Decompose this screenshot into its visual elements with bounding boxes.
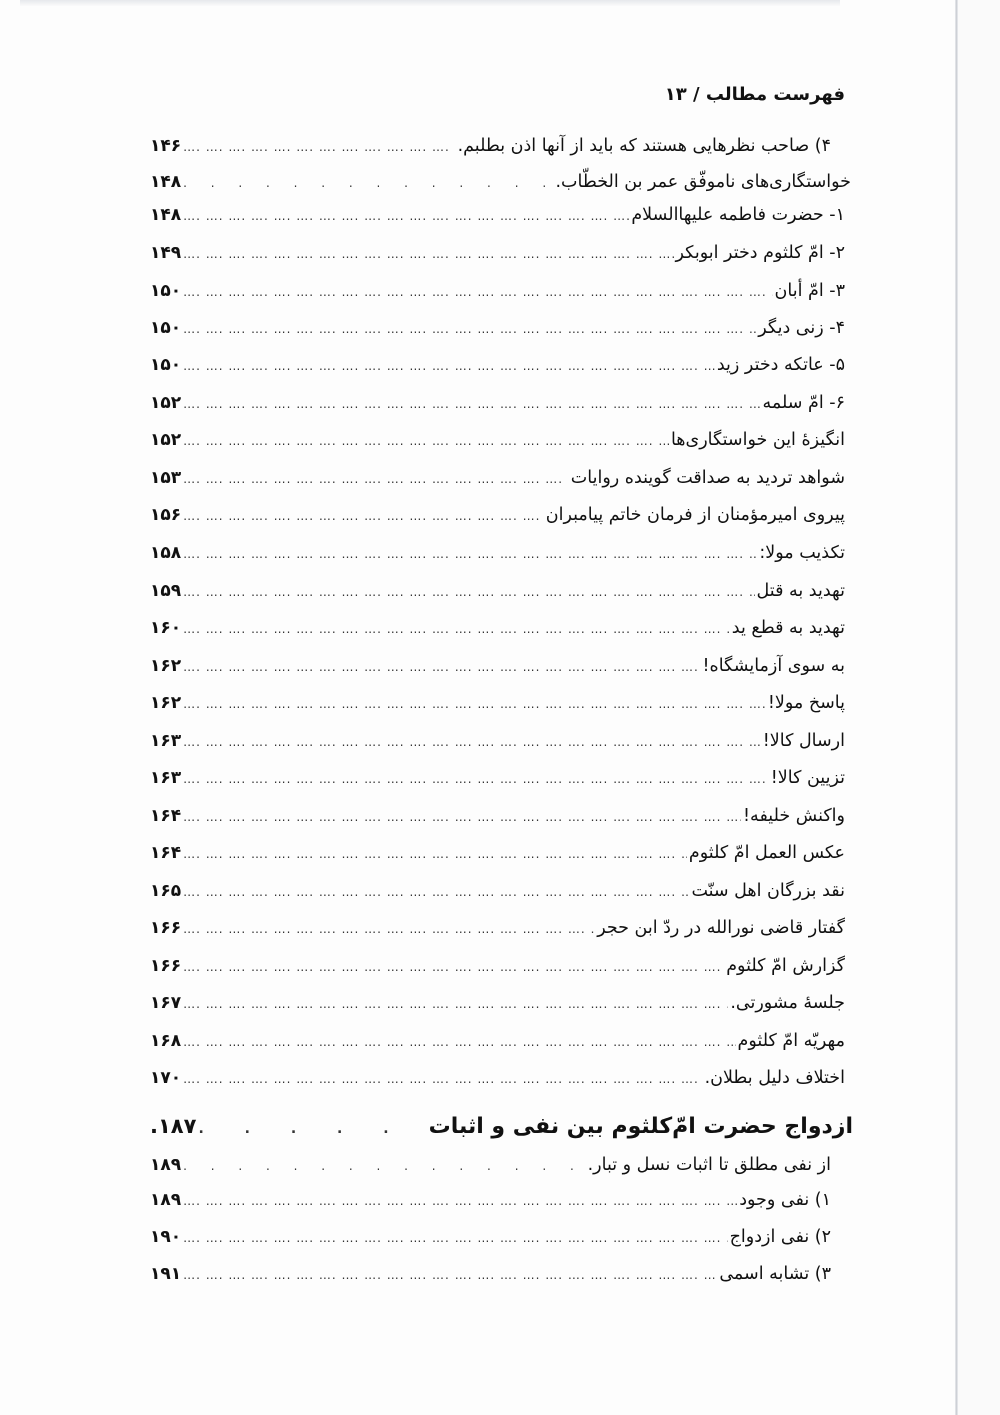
page-edge-line: [955, 0, 958, 1415]
dot-leader: [183, 922, 595, 936]
toc-entry-title: ۶- امّ سلمه: [762, 393, 845, 413]
toc-entry-section[interactable]: [150, 1155, 831, 1185]
toc-entry-page: ۱۶۶: [150, 918, 182, 938]
toc-entry-page: ۱۶۸: [150, 1031, 182, 1051]
toc-entry-title: تهدید به قطع ید: [731, 618, 845, 638]
toc-entry-title: ۱- حضرت فاطمه علیهاالسلام: [631, 205, 845, 225]
dot-leader: [183, 885, 689, 899]
toc-entry-page: ۱۹۱: [150, 1264, 182, 1284]
toc-entry[interactable]: [150, 136, 831, 166]
toc-entry-page: ۱۵۰: [150, 355, 182, 375]
toc-entry-page: ۱۶۳: [150, 731, 182, 751]
dot-leader: [183, 359, 715, 373]
dot-leader: [183, 622, 730, 636]
toc-entry-page: ۱۵۰: [150, 281, 182, 301]
toc-entry-page: ۱۶۳: [150, 768, 182, 788]
toc-entry-title: انگیزۀ این خواستگاری‌ها: [670, 430, 845, 450]
scan-margin: [958, 0, 1000, 1415]
toc-entry-page: ۱۸۹: [150, 1155, 182, 1175]
dot-leader: [183, 547, 757, 561]
toc-entry[interactable]: [150, 1031, 845, 1061]
dot-leader: [183, 285, 772, 299]
toc-entry-page: ۱۶۰: [150, 618, 182, 638]
toc-entry-page: ۱۵۲: [150, 430, 182, 450]
toc-entry[interactable]: [150, 468, 845, 498]
toc-entry-page: ۱۸۷.: [150, 1114, 197, 1138]
toc-entry-section[interactable]: [150, 172, 851, 202]
toc-entry-title: گزارش امّ کلثوم: [726, 956, 845, 976]
toc-entry[interactable]: [150, 806, 845, 836]
dot-leader: [183, 1072, 702, 1086]
dot-leader: [183, 735, 761, 749]
dot-leader: [183, 176, 553, 190]
toc-entry-title: پاسخ مولا!: [767, 693, 845, 713]
toc-entry-title: نقد بزرگان اهل سنّت: [691, 881, 845, 901]
dot-leader: [183, 1035, 735, 1049]
toc-entry[interactable]: [150, 393, 845, 423]
dot-leader: [183, 322, 756, 336]
toc-entry-title: تهدید به قتل: [756, 581, 845, 601]
toc-entry-page: ۱۶۶: [150, 956, 182, 976]
dot-leader: [183, 810, 741, 824]
toc-entry[interactable]: [150, 918, 845, 948]
toc-entry-title: به سوی آزمایشگاه!: [702, 656, 845, 676]
toc-entry-page: ۱۸۹: [150, 1190, 182, 1210]
toc-entry[interactable]: [150, 843, 845, 873]
toc-entry[interactable]: [150, 1264, 831, 1294]
toc-entry-page: ۱۷۰: [150, 1068, 182, 1088]
toc-chapter-heading[interactable]: [150, 1114, 853, 1152]
toc-entry-title: ۲- امّ کلثوم دختر ابوبکر: [675, 243, 845, 263]
toc-entry[interactable]: [150, 281, 845, 311]
toc-entry-page: ۱۵۲: [150, 393, 182, 413]
toc-entry-title: شواهد تردید به صداقت گوینده روایات: [570, 468, 845, 488]
toc-entry-title: تزیین کالا!: [770, 768, 845, 788]
toc-entry[interactable]: [150, 581, 845, 611]
toc-entry[interactable]: [150, 693, 845, 723]
toc-entry-title: از نفی مطلق تا اثبات نسل و تبار.: [587, 1155, 831, 1175]
dot-leader: [183, 960, 724, 974]
toc-entry-page: ۱۶۲: [150, 656, 182, 676]
dot-leader: [183, 1268, 717, 1282]
toc-entry-title: ۴) صاحب نظرهایی هستند که باید از آنها اذن بطلبم.: [457, 136, 831, 156]
toc-entry-title: واکنش خلیفه!: [743, 806, 845, 826]
toc-entry[interactable]: [150, 205, 845, 235]
toc-entry-title: اختلاف دلیل بطلان.: [704, 1068, 845, 1088]
dot-leader: [183, 247, 673, 261]
toc-entry[interactable]: [150, 1190, 831, 1220]
dot-leader: [183, 434, 669, 448]
toc-entry-page: ۱۵۸: [150, 543, 182, 563]
toc-entry[interactable]: [150, 993, 845, 1023]
dot-leader: [183, 472, 569, 486]
toc-entry-page: ۱۵۹: [150, 581, 182, 601]
dot-leader: [183, 1159, 585, 1173]
toc-entry[interactable]: [150, 505, 845, 535]
toc-entry-title: ۴- زنی دیگر: [758, 318, 845, 338]
toc-entry[interactable]: [150, 318, 845, 348]
toc-entry-title: خواستگاری‌های ناموفّق عمر بن الخطّاب.: [555, 172, 851, 192]
toc-entry-title: پیروی امیرمؤمنان از فرمان خاتم پیامبران: [545, 505, 845, 525]
toc-entry-page: ۱۶۴: [150, 843, 182, 863]
toc-entry[interactable]: [150, 243, 845, 273]
toc-entry-title: ۳- امّ أبان: [774, 281, 845, 301]
toc-entry-title: گفتار قاضی نورالله در ردّ ابن حجر: [597, 918, 845, 938]
toc-entry-page: ۱۴۸: [150, 205, 182, 225]
toc-entry-page: ۱۵۳: [150, 468, 182, 488]
dot-leader: [183, 697, 766, 711]
toc-entry[interactable]: [150, 956, 845, 986]
toc-entry-page: ۱۶۴: [150, 806, 182, 826]
toc-entry-title: تکذیب مولا:: [759, 543, 845, 563]
dot-leader: [183, 847, 687, 861]
toc-entry[interactable]: [150, 543, 845, 573]
toc-entry[interactable]: [150, 618, 845, 648]
dot-leader: [183, 997, 728, 1011]
dot-leader: [183, 140, 455, 154]
dot-leader: [183, 585, 754, 599]
dot-leader: [183, 772, 769, 786]
running-head: فهرست مطالب / ۱۳: [664, 84, 845, 105]
dot-leader: [198, 1121, 426, 1137]
toc-entry[interactable]: [150, 881, 845, 911]
toc-entry-page: ۱۶۷: [150, 993, 182, 1013]
toc-page: [150, 0, 853, 1415]
dot-leader: [183, 1231, 727, 1245]
toc-entry-page: ۱۶۵: [150, 881, 182, 901]
toc-entry-page: ۱۴۹: [150, 243, 182, 263]
toc-entry-title: ۲) نفی ازدواج: [729, 1227, 831, 1247]
dot-leader: [183, 397, 760, 411]
toc-entry[interactable]: [150, 768, 845, 798]
toc-entry[interactable]: [150, 656, 845, 686]
toc-entry-page: ۱۴۶: [150, 136, 182, 156]
toc-entry-page: ۱۵۰: [150, 318, 182, 338]
dot-leader: [183, 209, 629, 223]
toc-entry-title: جلسۀ مشورتی.: [730, 993, 845, 1013]
toc-entry[interactable]: [150, 731, 845, 761]
toc-entry-title: مهریّه امّ کلثوم: [737, 1031, 845, 1051]
toc-entry[interactable]: [150, 355, 845, 385]
toc-entry-title: ۳) تشابه اسمی: [719, 1264, 831, 1284]
toc-entry[interactable]: [150, 430, 845, 460]
toc-entry-title: عکس العمل امّ کلثوم: [688, 843, 845, 863]
toc-entry-page: ۱۶۲: [150, 693, 182, 713]
toc-entry-title: ازدواج حضرت امّ‌کلثوم بین نفی و اثبات: [428, 1114, 853, 1139]
toc-entry-page: ۱۹۰: [150, 1227, 182, 1247]
toc-entry-page: ۱۵۶: [150, 505, 182, 525]
toc-entry-title: ۱) نفی وجود: [739, 1190, 831, 1210]
dot-leader: [183, 509, 544, 523]
toc-entry-title: ارسال کالا!: [762, 731, 845, 751]
dot-leader: [183, 660, 700, 674]
toc-entry[interactable]: [150, 1227, 831, 1257]
toc-entry-title: ۵- عاتکه دختر زید: [716, 355, 845, 375]
dot-leader: [183, 1194, 737, 1208]
toc-entry-page: ۱۴۸: [150, 172, 182, 192]
toc-entry[interactable]: [150, 1068, 845, 1098]
